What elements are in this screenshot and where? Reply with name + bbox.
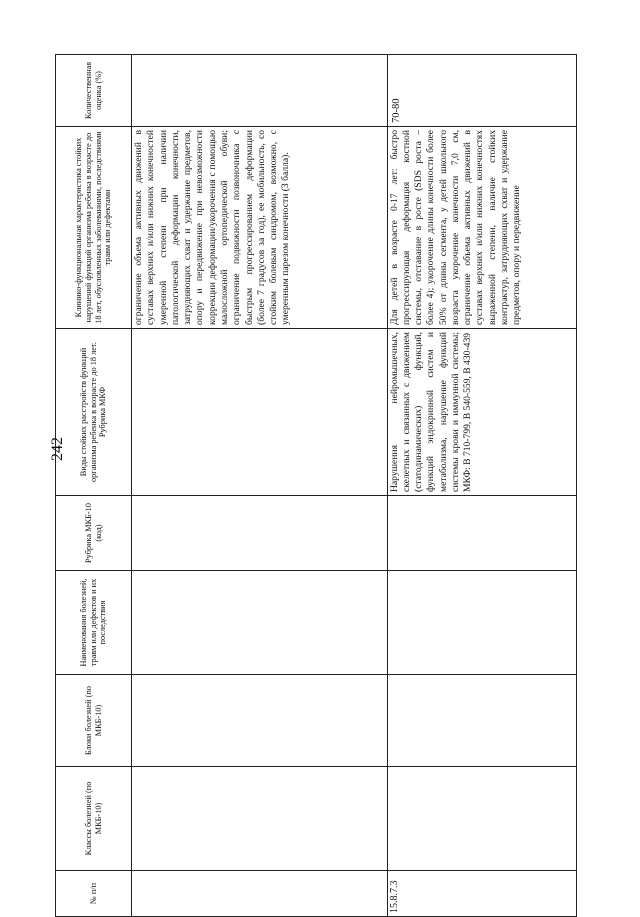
cell-quantitative-score [132,55,387,127]
rotated-table-container [55,55,577,917]
cell-num [132,871,387,917]
header-disease-block: Блоки болезней (по МКБ-10) [56,675,132,767]
cell-disease-name [387,571,576,675]
cell-disease-block [387,675,576,767]
cell-clinical-characteristics: ограничение объема активных движений в суставах верхних и/или нижних конечностей умеренной степени при наличии патологической деформации конечности, затрудняющих схват и удержание предметов, опору и передвижение при невозможности коррекции деформации/укорочения с помощью малосложной ортопедической обуви; ограничение подвижности позвоночника с быстрым прогрессированием деформации (более 7 градусов за год), ее мобильность, со стойким болевым синдромом, возможно, с умеренным парезом конечности (3 балла). [132,127,387,329]
disability-criteria-table [55,54,577,917]
header-disease-class: Классы болезней (по МКБ-10) [56,767,132,871]
cell-disease-class [132,767,387,871]
table-row [387,55,576,917]
header-dysfunction-types: Виды стойких расстройств функций организма ребенка в возрасте до 18 лет. Рубрика МКФ [56,329,132,496]
cell-dysfunction-types: Нарушения нейромышечных, скелетных и связанных с движением (статодинамических) функций, функций эндокринной систем и метаболизма, нарушение функций системы крови и иммунной системы; МКФ: В 710-799, В 540-559, В 430-439 [387,329,576,496]
cell-disease-block [132,675,387,767]
cell-disease-name [132,571,387,675]
header-quantitative-score: Количественная оценка (%) [56,55,132,127]
table-row [132,55,387,917]
page-number: 242 [49,437,66,461]
cell-quantitative-score: 70-80 [387,55,576,127]
cell-disease-class [387,767,576,871]
header-num: № п/п [56,871,132,917]
header-row [56,55,132,917]
cell-num: 15.8.7.3 [387,871,576,917]
header-disease-name: Наименования болезней, травм или дефектов и их последствия [56,571,132,675]
cell-clinical-characteristics: Для детей в возрасте 0-17 лет: быстро прогрессирующая деформация костной системы, отставание в росте (SDS роста – более 4); укорочение длины конечности более 50% от длины сегмента, у детей школьного возраста укорочение конечности 7,0 см, ограничение объема активных движений в суставах верхних и/или нижних конечностях выраженной степени, наличие стойких контрактур, затрудняющих схват и удержание предметов, опору и передвижение [387,127,576,329]
cell-icd-code [132,496,387,571]
header-icd-code: Рубрика МКБ-10 (код) [56,496,132,571]
header-clinical-characteristics: Клинико-функциональная характеристика стойких нарушений функций организма ребенка в возрасте до 18 лет, обусловленных заболеваниями, последствиями травм или дефектами [56,127,132,329]
cell-icd-code [387,496,576,571]
cell-dysfunction-types [132,329,387,496]
